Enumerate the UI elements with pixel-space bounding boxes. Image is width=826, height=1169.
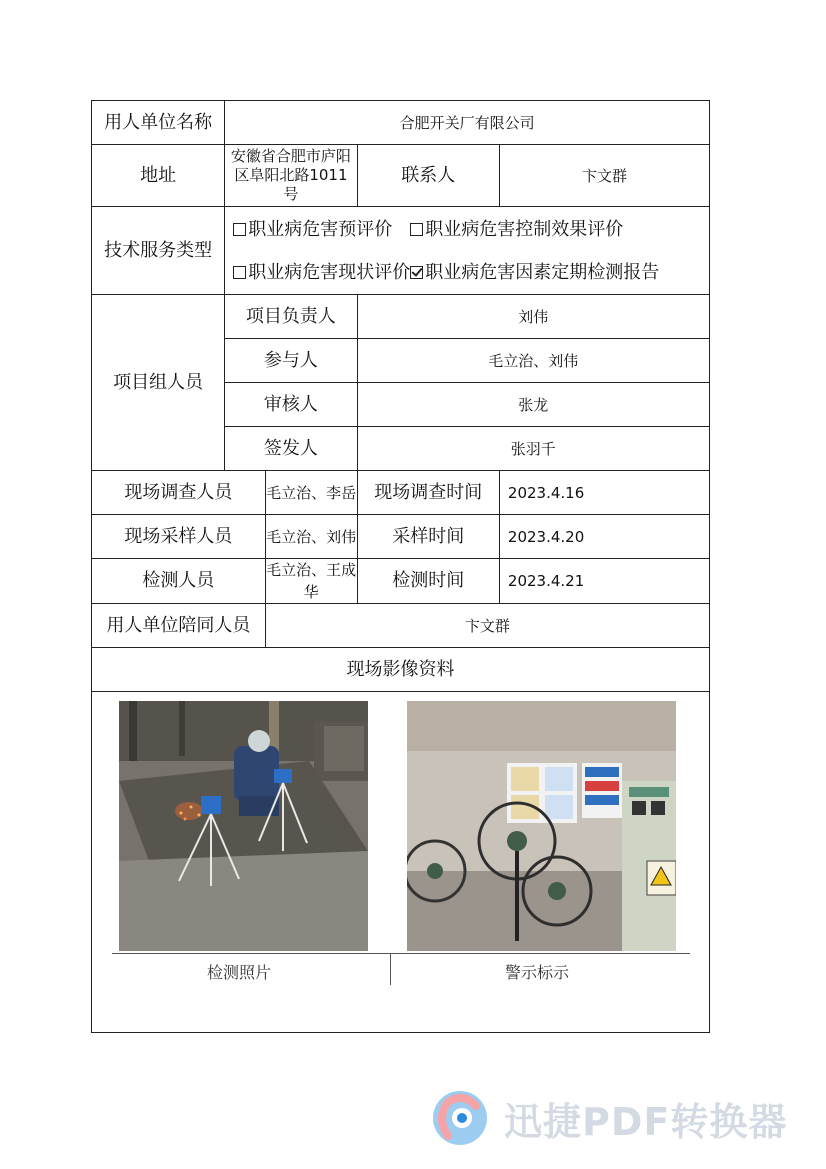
team-name: 张龙 <box>357 383 709 427</box>
detection-photo-caption: 检测照片 <box>207 963 272 982</box>
checkbox-icon <box>233 223 246 236</box>
service-type-label: 技术服务类型 <box>92 207 225 295</box>
team-name: 张羽千 <box>357 427 709 471</box>
checked-checkbox-icon <box>410 266 423 279</box>
images-cell <box>92 692 710 1033</box>
watermark-text: 迅捷PDF转换器 <box>504 1099 788 1144</box>
team-label: 项目组人员 <box>92 295 225 471</box>
testing-time: 2023.4.21 <box>499 559 709 604</box>
watermark <box>428 1088 787 1148</box>
survey-time: 2023.4.16 <box>499 471 709 515</box>
address-value: 安徽省合肥市庐阳区阜阳北路1011号 <box>225 145 357 207</box>
team-name: 刘伟 <box>357 295 709 339</box>
team-name: 毛立治、刘伟 <box>357 339 709 383</box>
address-label: 地址 <box>92 145 225 207</box>
service-option: 职业病危害现状评价 <box>248 261 411 283</box>
images-header: 现场影像资料 <box>92 648 710 692</box>
detection-photo <box>119 701 368 951</box>
watermark-logo-icon <box>428 1088 492 1148</box>
service-type-options <box>225 207 710 295</box>
contact-value: 卞文群 <box>499 145 709 207</box>
survey-label: 现场调查人员 <box>92 471 266 515</box>
information-table <box>91 100 710 1033</box>
team-role: 签发人 <box>225 427 357 471</box>
service-option: 职业病危害控制效果评价 <box>425 218 624 240</box>
warning-sign-photo <box>407 701 676 951</box>
employer-label: 用人单位名称 <box>92 101 225 145</box>
service-option: 职业病危害因素定期检测报告 <box>425 261 660 283</box>
testing-people: 毛立治、王成华 <box>265 559 357 604</box>
team-role: 审核人 <box>225 383 357 427</box>
caption-divider <box>112 953 690 954</box>
checkbox-icon <box>233 266 246 279</box>
sampling-people: 毛立治、刘伟 <box>265 515 357 559</box>
sampling-time-label: 采样时间 <box>357 515 499 559</box>
testing-label: 检测人员 <box>92 559 266 604</box>
sampling-time: 2023.4.20 <box>499 515 709 559</box>
survey-time-label: 现场调查时间 <box>357 471 499 515</box>
team-role: 参与人 <box>225 339 357 383</box>
checkbox-icon <box>410 223 423 236</box>
contact-label: 联系人 <box>357 145 499 207</box>
caption-separator <box>390 953 391 985</box>
companion-value: 卞文群 <box>265 604 709 648</box>
companion-label: 用人单位陪同人员 <box>92 604 266 648</box>
warning-sign-caption: 警示标示 <box>505 963 570 982</box>
testing-time-label: 检测时间 <box>357 559 499 604</box>
survey-people: 毛立治、李岳 <box>265 471 357 515</box>
employer-value: 合肥开关厂有限公司 <box>225 101 710 145</box>
team-role: 项目负责人 <box>225 295 357 339</box>
sampling-label: 现场采样人员 <box>92 515 266 559</box>
service-option: 职业病危害预评价 <box>248 218 393 240</box>
